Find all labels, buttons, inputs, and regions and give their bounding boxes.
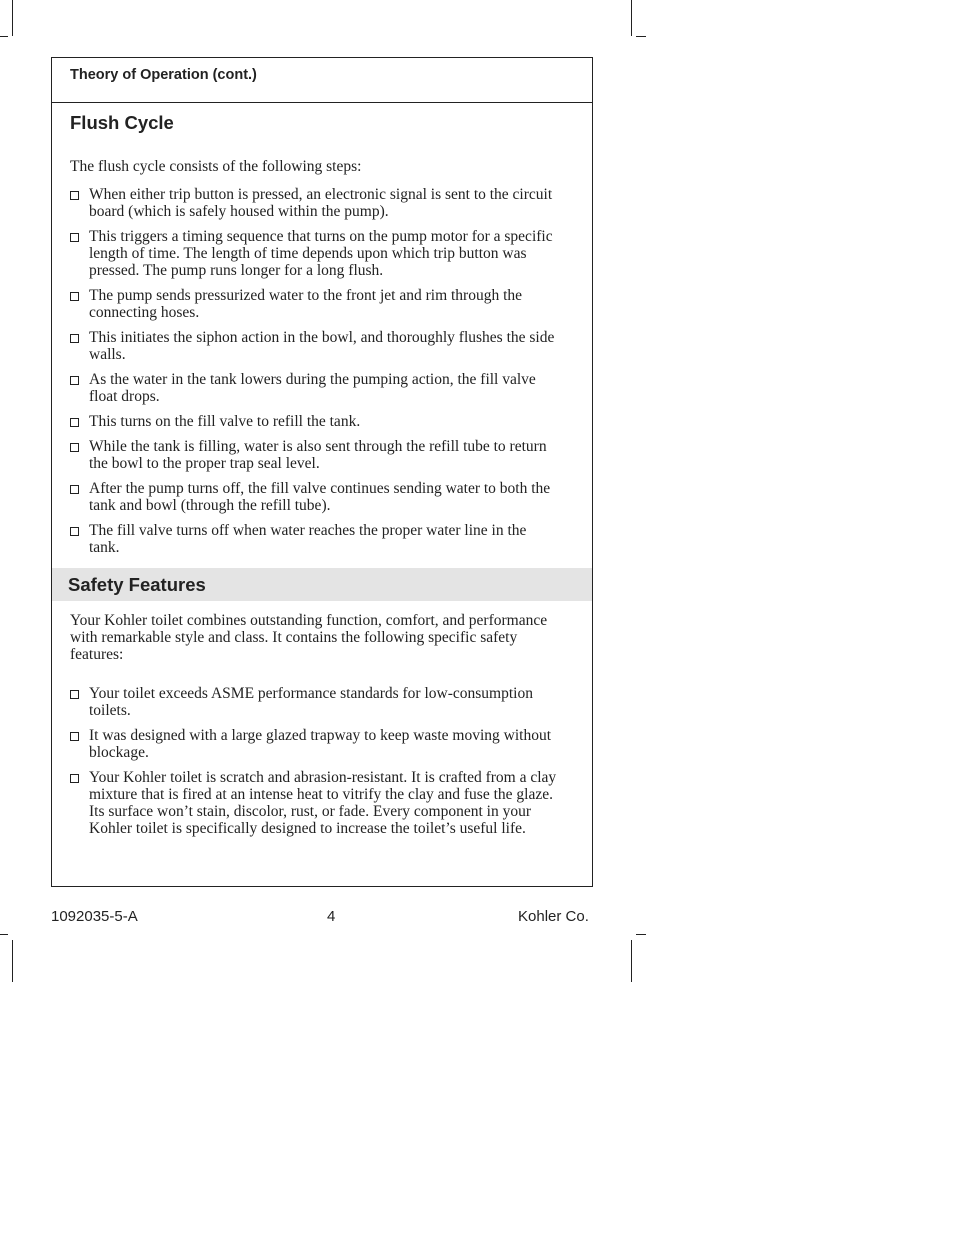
flush-cycle-steps <box>70 186 560 564</box>
list-item-text: This triggers a timing sequence that turns on the pump motor for a specific length of time. The length of time depends upon which trip button was pressed. The pump runs longer for a long flush. <box>89 228 553 279</box>
content-frame <box>51 57 593 887</box>
safety-features-heading: Safety Features <box>68 574 206 595</box>
safety-features-intro: Your Kohler toilet combines outstanding function, comfort, and performance with remarkable style and class. It contains the following specific safety features: <box>70 612 548 663</box>
crop-mark <box>0 934 8 935</box>
flush-cycle-heading: Flush Cycle <box>70 112 174 133</box>
footer-company: Kohler Co. <box>518 908 589 925</box>
list-item <box>70 685 560 719</box>
checkbox-bullet-icon <box>70 485 79 494</box>
frame-header <box>52 58 592 103</box>
crop-mark <box>0 36 8 37</box>
crop-mark <box>631 0 632 36</box>
list-item <box>70 413 560 430</box>
list-item-text: The pump sends pressurized water to the front jet and rim through the connecting hoses. <box>89 287 523 321</box>
list-item-text: When either trip button is pressed, an electronic signal is sent to the circuit board (which is safely housed within the pump). <box>89 186 553 220</box>
list-item <box>70 727 560 761</box>
checkbox-bullet-icon <box>70 334 79 343</box>
flush-cycle-intro: The flush cycle consists of the following steps: <box>70 158 362 175</box>
list-item-text: Your toilet exceeds ASME performance standards for low-consumption toilets. <box>89 685 533 719</box>
crop-mark <box>12 940 13 982</box>
list-item-text: After the pump turns off, the fill valve continues sending water to both the tank and bowl (through the refill tube). <box>89 480 551 514</box>
list-item-text: While the tank is filling, water is also sent through the refill tube to return the bowl to the proper trap seal level. <box>89 438 547 472</box>
running-header-title: Theory of Operation (cont.) <box>70 67 257 83</box>
list-item <box>70 371 560 405</box>
checkbox-bullet-icon <box>70 690 79 699</box>
list-item <box>70 287 560 321</box>
list-item <box>70 522 560 556</box>
checkbox-bullet-icon <box>70 292 79 301</box>
crop-mark <box>631 940 632 982</box>
list-item <box>70 438 560 472</box>
checkbox-bullet-icon <box>70 418 79 427</box>
crop-mark <box>636 36 646 37</box>
crop-mark <box>636 934 646 935</box>
safety-features-band <box>52 568 592 601</box>
list-item-text: Your Kohler toilet is scratch and abrasion-resistant. It is crafted from a clay mixture that is fired at an intense heat to vitrify the clay and fuse the glaze. Its surface won’t stain, discolor, rust, or fade. Every component in your Kohler toilet is specifically designed to increase the toilet’s useful life. <box>89 769 557 837</box>
safety-features-list <box>70 685 560 845</box>
checkbox-bullet-icon <box>70 774 79 783</box>
checkbox-bullet-icon <box>70 732 79 741</box>
list-item-text: It was designed with a large glazed trapway to keep waste moving without blockage. <box>89 727 552 761</box>
checkbox-bullet-icon <box>70 191 79 200</box>
list-item-text: The fill valve turns off when water reaches the proper water line in the tank. <box>89 522 527 556</box>
checkbox-bullet-icon <box>70 443 79 452</box>
footer-doc-number: 1092035-5-A <box>51 908 138 925</box>
list-item <box>70 769 560 837</box>
checkbox-bullet-icon <box>70 233 79 242</box>
list-item-text: This turns on the fill valve to refill the tank. <box>89 413 361 430</box>
list-item-text: This initiates the siphon action in the bowl, and thoroughly flushes the side walls. <box>89 329 555 363</box>
list-item <box>70 228 560 279</box>
list-item-text: As the water in the tank lowers during the pumping action, the fill valve float drops. <box>89 371 536 405</box>
list-item <box>70 329 560 363</box>
list-item <box>70 480 560 514</box>
footer-page-number: 4 <box>327 908 336 925</box>
crop-mark <box>12 0 13 36</box>
list-item <box>70 186 560 220</box>
checkbox-bullet-icon <box>70 527 79 536</box>
checkbox-bullet-icon <box>70 376 79 385</box>
